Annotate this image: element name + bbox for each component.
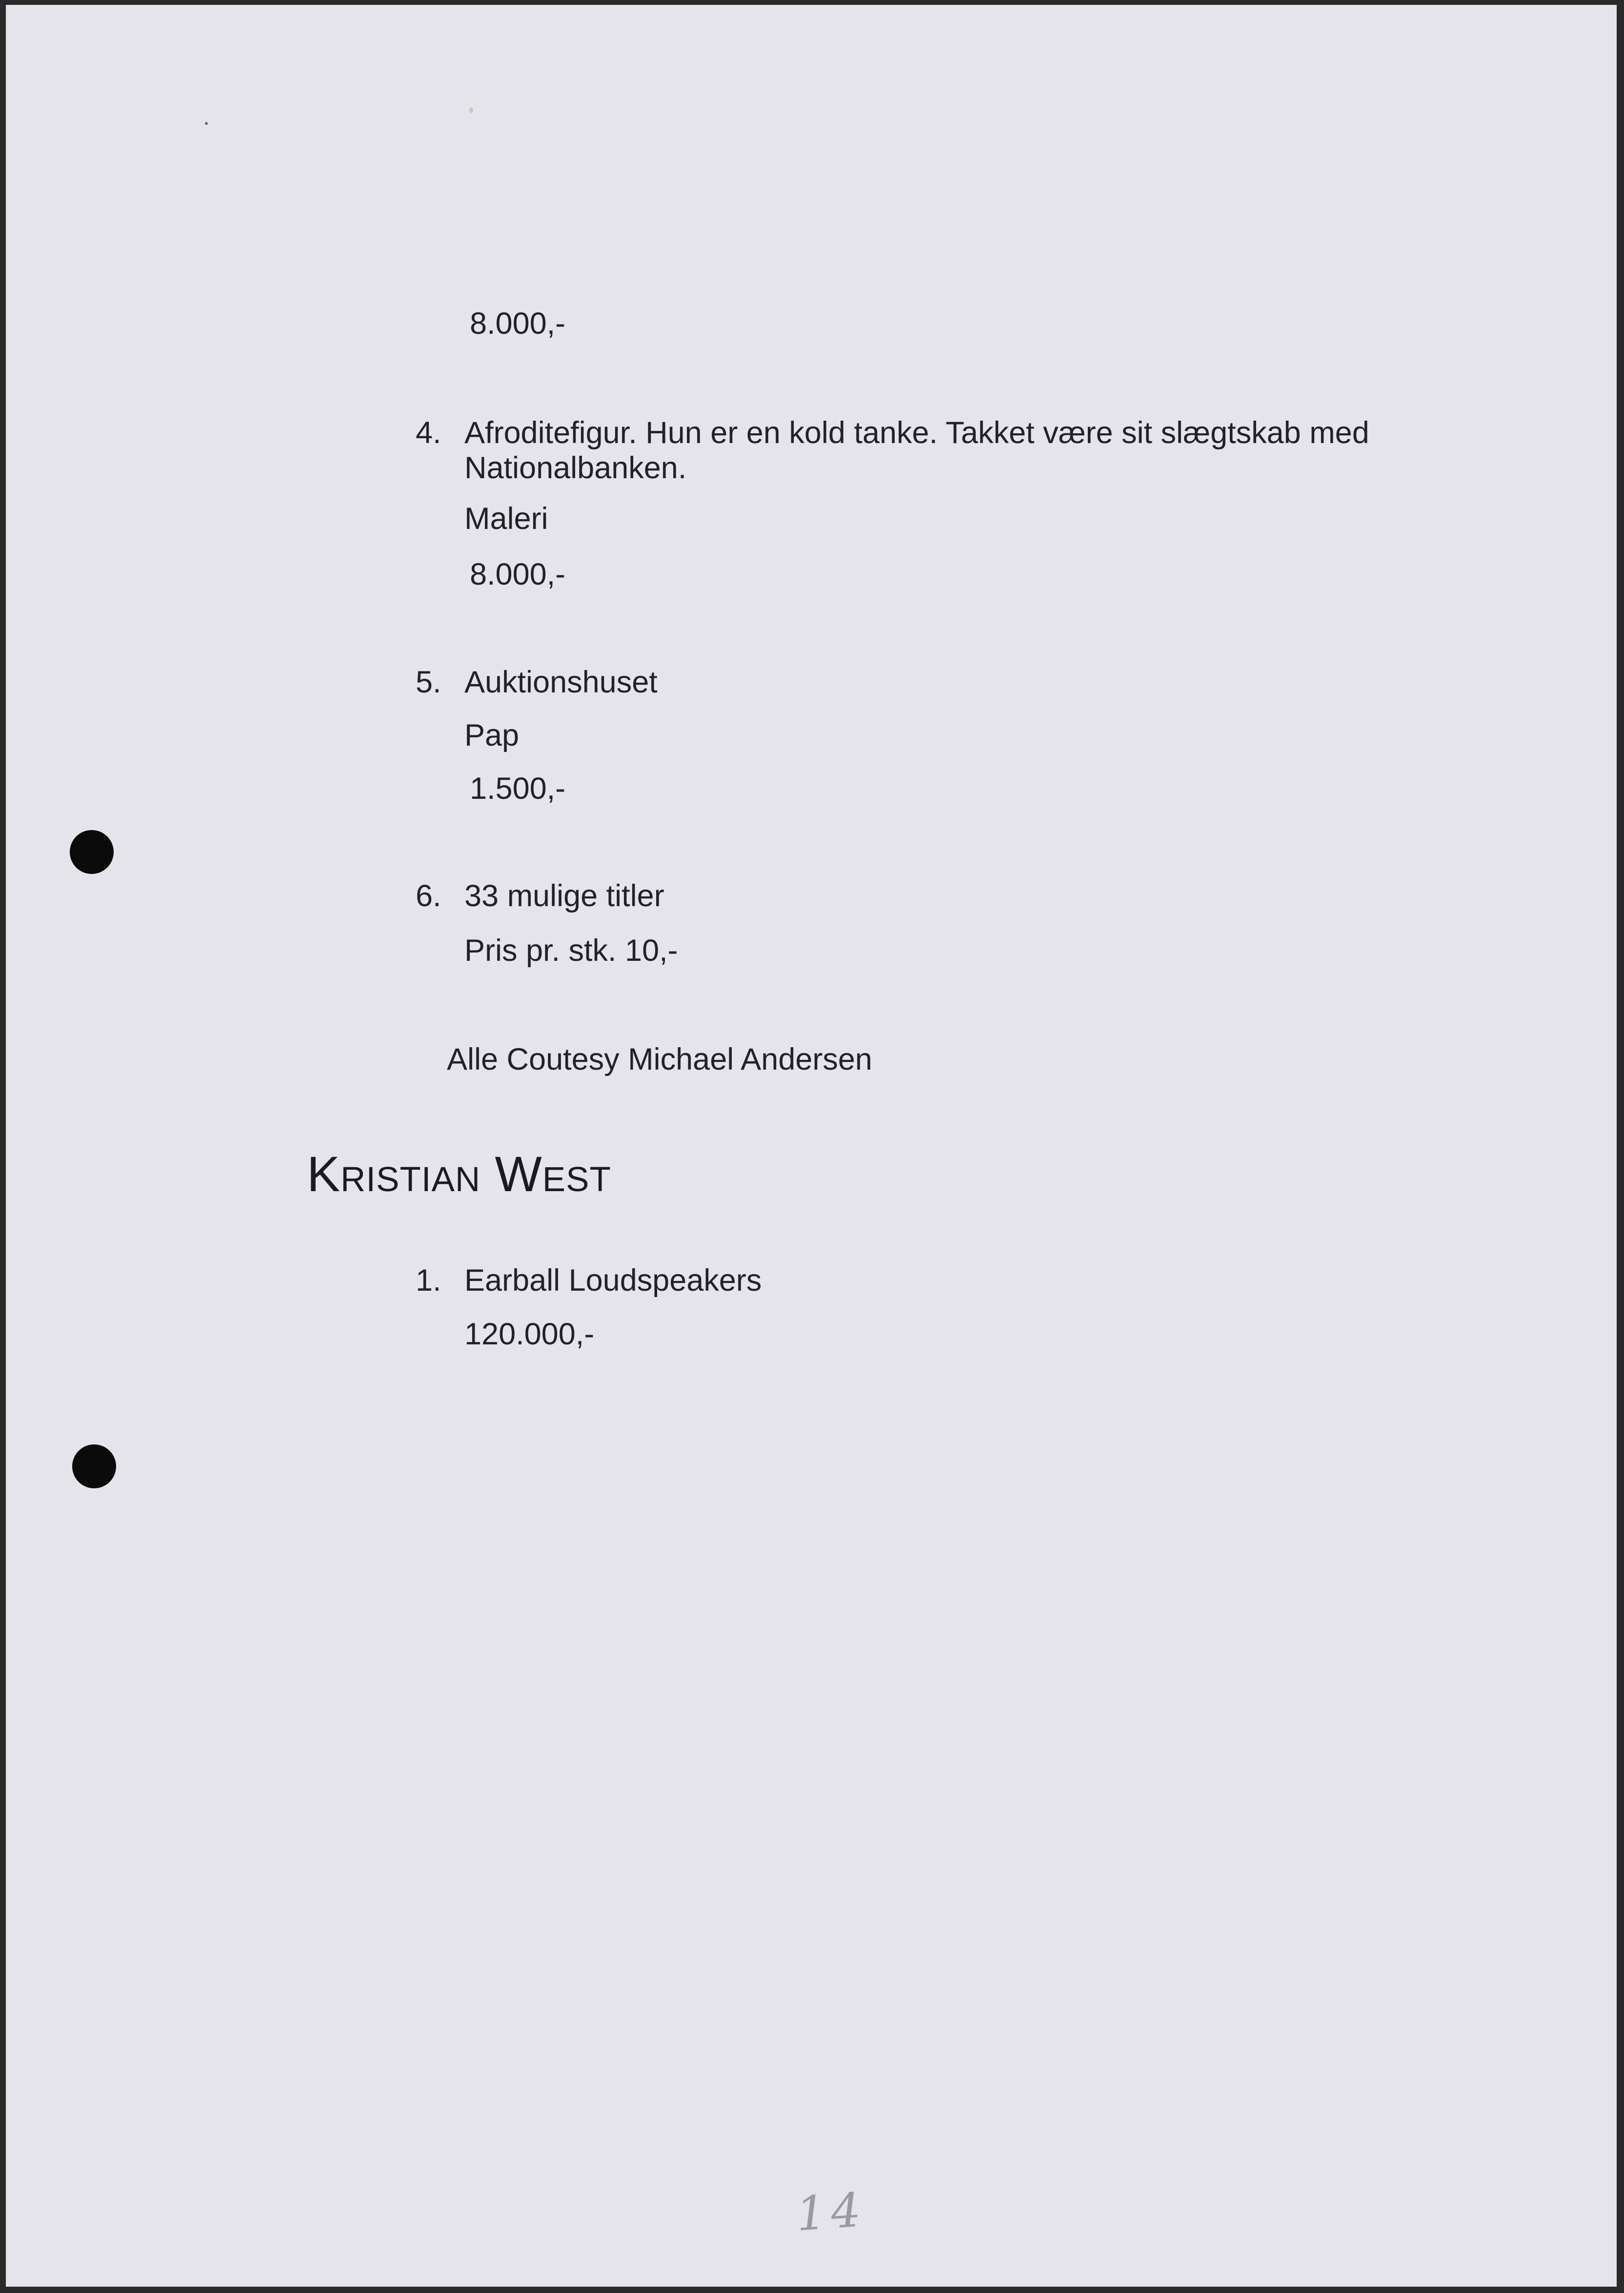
item-title-line-1: Afroditefigur. Hun er en kold tanke. Takket være sit slægtskab med: [464, 416, 1369, 450]
item-title-line-2: Nationalbanken.: [464, 451, 687, 485]
item-number: 1.: [416, 1263, 441, 1298]
top-price: 8.000,-: [470, 306, 566, 341]
item-number: 4.: [416, 416, 441, 450]
handwritten-page-number: 14: [794, 2182, 867, 2242]
item-medium: Pap: [464, 718, 520, 752]
item-price: 8.000,-: [470, 557, 566, 591]
artist-heading: Kristian West: [307, 1146, 611, 1202]
courtesy-line: Alle Coutesy Michael Andersen: [447, 1042, 872, 1076]
item-number: 5.: [416, 665, 441, 699]
item-price-note: Pris pr. stk. 10,-: [464, 933, 678, 968]
item-price: 120.000,-: [464, 1317, 595, 1351]
item-number: 6.: [416, 879, 441, 913]
item-title: 33 mulige titler: [464, 879, 664, 913]
item-title: Auktionshuset: [464, 665, 658, 699]
punch-hole: [70, 830, 114, 874]
item-price: 1.500,-: [470, 771, 566, 806]
item-medium: Maleri: [464, 502, 548, 536]
document-page: [6, 5, 1617, 2287]
item-title: Earball Loudspeakers: [464, 1263, 762, 1298]
paper-speck: [205, 122, 208, 125]
punch-hole: [72, 1444, 116, 1488]
paper-speck: [469, 107, 473, 113]
